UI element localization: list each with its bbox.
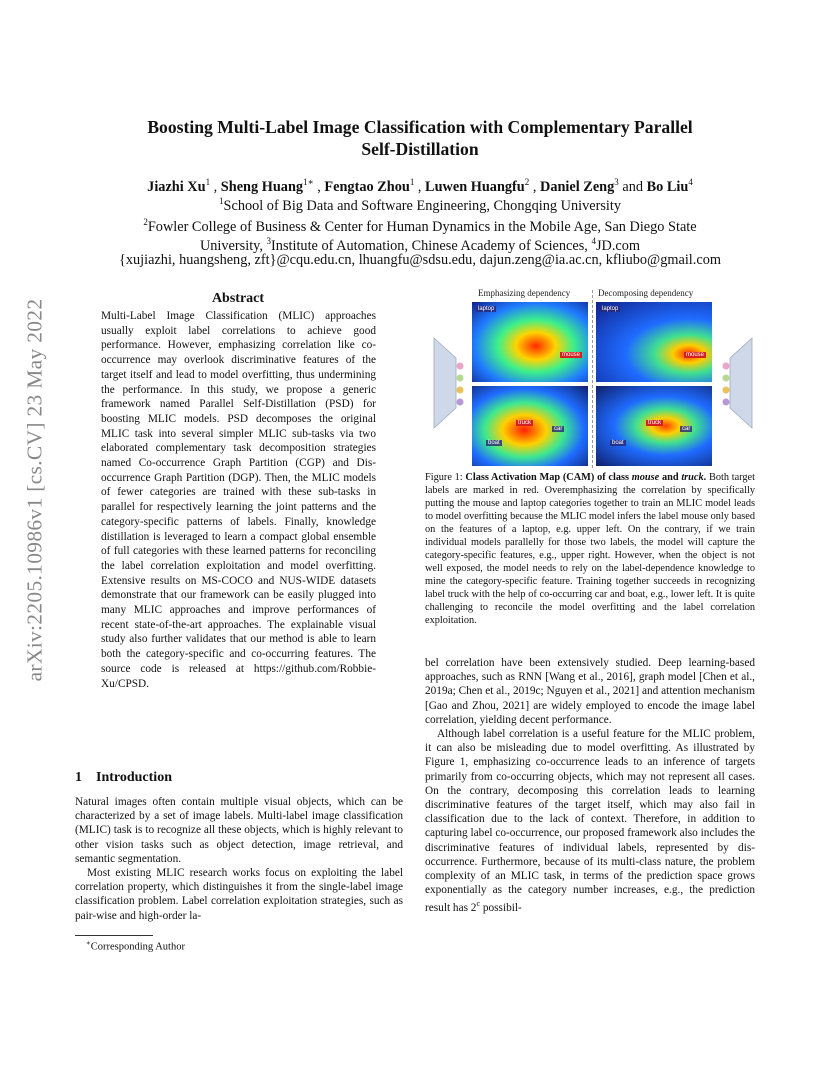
author-sup: 2 — [524, 177, 530, 187]
emails-text: {xujiazhi, huangsheng, zft}@cqu.edu.cn, lhuangfu@sdsu.edu, dajun.zeng@ia.ac.cn, kfliubo@gmail.com — [119, 252, 721, 268]
introduction-text — [75, 795, 403, 923]
tag-car: car — [682, 426, 691, 432]
affil-sup: 3 — [266, 236, 272, 246]
author-sup: 1 — [205, 177, 211, 187]
tag-boat: boat — [488, 440, 500, 446]
tag-car: car — [554, 426, 563, 432]
affil-sup: 4 — [591, 236, 596, 246]
footnote-mark: ∗ — [86, 939, 91, 947]
section-number: 1 — [75, 770, 82, 785]
footnote-rule — [75, 935, 153, 936]
tag-mouse: mouse — [686, 352, 705, 358]
network-diagram-left — [432, 328, 464, 438]
caption-bold: Class Activation Map (CAM) of class — [465, 472, 632, 483]
figure-label-left: Emphasizing dependency — [478, 288, 571, 298]
title-line-1: Boosting Multi-Label Image Classification with Complementary Parallel — [147, 117, 693, 137]
affil-text: Institute of Automation, Chinese Academy of Sciences, — [271, 237, 592, 254]
author-sup: 1 — [409, 177, 415, 187]
author-name: Jiazhi Xu — [147, 178, 206, 195]
figure-1-caption — [425, 471, 755, 627]
tag-boat: boat — [612, 440, 624, 446]
affil-text: School of Big Data and Software Engineering, Chongqing University — [223, 197, 621, 214]
paragraph-text: Although label correlation is a useful feature for the MLIC problem, it can also be misleading due to model overfitting. As illustrated by Figure 1, emphasizing co-occurrence leads to an inference of targets primarily from co-occurring objects, which may not represent all cases. On the contrary, decomposing this correlation leads to learning discriminative features of the target itself, which may also fail in classification due to the lack of context. Therefore, in addition to capturing label co-occurrence, our proposed framework also includes the discriminative features of individual labels, represented by dis-occurrence. Furthermore, because of its multi-class nature, the problem complexity of an MLIC task, in terms of the prediction space grows exponentially as the category number increases, e.g., the prediction result has 2 — [425, 728, 755, 915]
tag-truck: truck — [648, 420, 662, 426]
tag-mouse: mouse — [562, 352, 581, 358]
paragraph-text: possibil- — [480, 902, 522, 915]
paragraph — [425, 727, 755, 915]
caption-text: Both target labels are marked in red. Overemphasizing the correlation by specifically putting the mouse and laptop categories together to train an MLIC model leads to model overfitting because the MLIC model infers the label mouse only based on the features of a laptop, e.g. upper left. On the contrary, if we train individual models parallelly for those two labels, the model will capture the category-specific features, e.g., upper right. However, when the object is not well exposed, the model needs to rely on the label-dependence knowledge to mine the category-specific feature. Training together succeeds in recognizing label truck with the help of co-occurring car and boat, e.g., lower left. It is quite challenging to reconcile the model overfitting and the label correlation exploitation. — [425, 472, 755, 626]
author-sup: 4 — [688, 177, 693, 187]
cam-upper-right — [596, 302, 712, 382]
author-name: Fengtao Zhou — [324, 178, 410, 195]
section-heading-introduction — [75, 770, 172, 786]
tag-laptop: laptop — [602, 306, 619, 312]
caption-bold: . — [703, 472, 707, 483]
affil-text: JD.com — [595, 237, 641, 254]
tag-laptop: laptop — [478, 306, 495, 312]
author-name: Bo Liu — [646, 178, 689, 195]
arxiv-identifier — [20, 275, 50, 705]
cam-upper-left — [472, 302, 588, 382]
arxiv-id-text: arXiv:2205.10986v1 [cs.CV] 23 May 2022 — [22, 298, 47, 682]
author-and: and — [622, 178, 644, 195]
cam-lower-right — [596, 386, 712, 466]
paper-title — [80, 116, 760, 160]
right-column-text — [425, 656, 755, 915]
section-title: Introduction — [96, 770, 172, 785]
affil-text: University, — [199, 237, 267, 254]
caption-label: Figure 1: — [425, 472, 466, 483]
figure-label-right: Decomposing dependency — [598, 288, 694, 298]
paragraph: Natural images often contain multiple visual objects, which can be characterized by a set of image labels. Multi-label image classification (MLIC) task is to recognize all these objects, which is highly relevant to other vision tasks such as object detection, image retrieval, and semantic segmentation. — [75, 796, 403, 865]
author-name: Luwen Huangfu — [425, 178, 525, 195]
abstract-heading: Abstract — [211, 291, 265, 306]
abstract-body: Multi-Label Image Classification (MLIC) approaches usually exploit label correlations to achieve good performance. However, emphasizing correlation like co-occurrence may overlook discriminative features of the target itself and lead to model overfitting, thus undermining the performance. In this study, we propose a generic framework named Parallel Self-Distillation (PSD) for boosting MLIC models. PSD decomposes the original MLIC task into several simpler MLIC sub-tasks via two elaborated complementary task decomposition strategies named Co-occurrence Graph Partition (CGP) and Dis-occurrence Graph Partition (DGP). Then, the MLIC models of fewer categories are trained with these sub-tasks in parallel for respectively learning the joint patterns and the category-specific patterns of labels. Finally, knowledge distillation is leveraged to learn a compact global ensemble of full categories with these learned patterns for reconciling the label correlation exploitation and model overfitting. Extensive results on MS-COCO and NUS-WIDE datasets demonstrate that our framework can be easily plugged into many MLIC approaches and improve performances of recent state-of-the-art approaches. The explainable visual study also further validates that our method is able to learn both the category-specific and co-occurring features. The source code is released at https://github.com/Robbie-Xu/CPSD. — [101, 310, 376, 690]
footnote-text: Corresponding Author — [90, 941, 185, 953]
author-name: Sheng Huang — [220, 178, 304, 195]
affil-sup: 2 — [143, 217, 148, 227]
caption-bold: and — [659, 472, 682, 483]
author-list: Jiazhi Xu$^1$ , Sheng Huang$^{1∗}$ , Fengtao Zhou$^1$ , Luwen Huangfu$^2$ , Daniel Zeng$^3$ and Bo Liu$^4$ — [147, 177, 693, 195]
affil-text: Fowler College of Business & Center for Human Dynamics in the Mobile Age, San Diego State — [147, 218, 697, 235]
figure-1-cam — [432, 288, 752, 468]
author-sup: 3 — [614, 177, 619, 187]
tag-truck: truck — [518, 420, 532, 426]
affil-sup: 1 — [219, 196, 224, 206]
footnote — [86, 939, 185, 953]
caption-bold-italic: truck — [681, 472, 704, 483]
cam-lower-left — [472, 386, 588, 466]
author-name: Daniel Zeng — [540, 178, 615, 195]
caption-bold-italic: mouse — [631, 472, 660, 483]
paragraph: Most existing MLIC research works focus on exploiting the label correlation property, which distinguishes it from the single-label image classification problem. Label correlation exploitation strategies, such as pair-wise and high-order la- — [75, 867, 403, 922]
network-diagram-right — [722, 328, 754, 438]
author-sup: 1∗ — [303, 177, 314, 187]
figure-divider — [592, 290, 593, 468]
author-emails — [60, 251, 780, 271]
superscript-c: c — [476, 899, 481, 909]
paragraph: bel correlation have been extensively studied. Deep learning-based approaches, such as RNN [Wang et al., 2016], graph model [Chen et al., 2019a; Chen et al., 2019c; Nguyen et al., 2021] and attention mechanism [Gao and Zhou, 2021] are widely employed to encode the image label correlation, yielding decent performance. — [425, 657, 755, 726]
title-line-2: Self-Distillation — [361, 139, 479, 159]
